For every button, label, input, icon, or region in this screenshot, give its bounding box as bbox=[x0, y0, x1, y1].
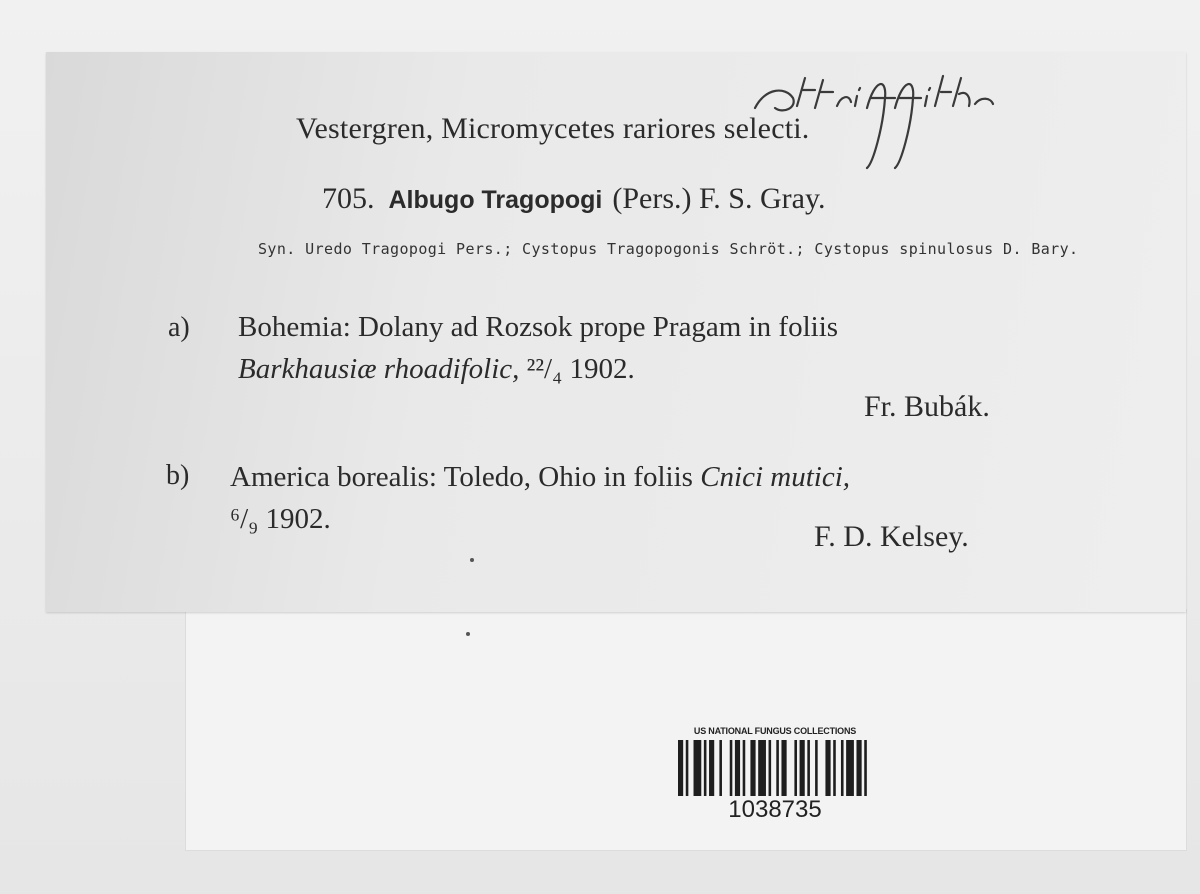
barcode-bar bbox=[758, 740, 766, 796]
entry-a-locality: Bohemia: Dolany ad Rozsok prope Pragam in foliis bbox=[238, 311, 839, 343]
series-title: Vestergren, Micromycetes rariores selecti. bbox=[296, 112, 810, 145]
barcode-bar bbox=[735, 740, 740, 796]
entry-a-collector: Fr. Bubák. bbox=[864, 390, 990, 423]
barcode-bar bbox=[833, 740, 836, 796]
barcode-bar bbox=[709, 740, 714, 796]
barcode-bar bbox=[807, 740, 810, 796]
barcode-bar bbox=[750, 740, 755, 796]
barcode-header: US NATIONAL FUNGUS COLLECTIONS bbox=[693, 726, 857, 736]
entry-b-collector: F. D. Kelsey. bbox=[814, 520, 969, 553]
barcode-bar bbox=[794, 740, 797, 796]
taxon-name: Albugo Tragopogi bbox=[388, 186, 603, 214]
barcode-bar bbox=[841, 740, 844, 796]
specimen-number: 705. bbox=[322, 182, 375, 215]
barcode-bar bbox=[678, 740, 683, 796]
barcode-bar bbox=[743, 740, 746, 796]
barcode-bar bbox=[686, 740, 689, 796]
barcode-bar bbox=[856, 740, 861, 796]
barcode-bar bbox=[719, 740, 722, 796]
entry-b-locality: America borealis: Toledo, Ohio in foliis bbox=[230, 461, 693, 493]
barcode-bar bbox=[769, 740, 772, 796]
synonyms-text: Syn. Uredo Tragopogi Pers.; Cystopus Tragopogonis Schröt.; Cystopus spinulosus D. Bary. bbox=[258, 240, 1079, 258]
barcode-bar bbox=[776, 740, 779, 796]
barcode-bar bbox=[704, 740, 707, 796]
barcode-bar bbox=[800, 740, 805, 796]
taxon-authority: (Pers.) F. S. Gray. bbox=[612, 182, 826, 215]
barcode-bar bbox=[730, 740, 733, 796]
barcode-bar bbox=[781, 740, 786, 796]
entry-a-text bbox=[238, 306, 1090, 390]
barcode-bars bbox=[678, 740, 872, 796]
barcode-bar bbox=[815, 740, 818, 796]
speck bbox=[470, 558, 474, 562]
entry-a-host: Barkhausiæ rhoadifolic, bbox=[238, 353, 520, 385]
entry-b-marker: b) bbox=[166, 460, 190, 491]
barcode-bar bbox=[864, 740, 867, 796]
specimen-heading bbox=[322, 182, 826, 216]
barcode-bar bbox=[825, 740, 830, 796]
speck bbox=[466, 632, 470, 636]
barcode-label bbox=[672, 726, 878, 826]
entry-b-host: Cnici mutici, bbox=[700, 461, 851, 493]
barcode-bar bbox=[846, 740, 854, 796]
entry-a-marker: a) bbox=[168, 312, 190, 343]
barcode-bar bbox=[694, 740, 702, 796]
barcode-number: 1038735 bbox=[728, 796, 822, 823]
handwritten-annotation bbox=[745, 68, 1005, 178]
entry-a-date: ²²/₄ 1902. bbox=[526, 353, 635, 385]
entry-b-date: ⁶/₉ 1902. bbox=[230, 503, 331, 535]
